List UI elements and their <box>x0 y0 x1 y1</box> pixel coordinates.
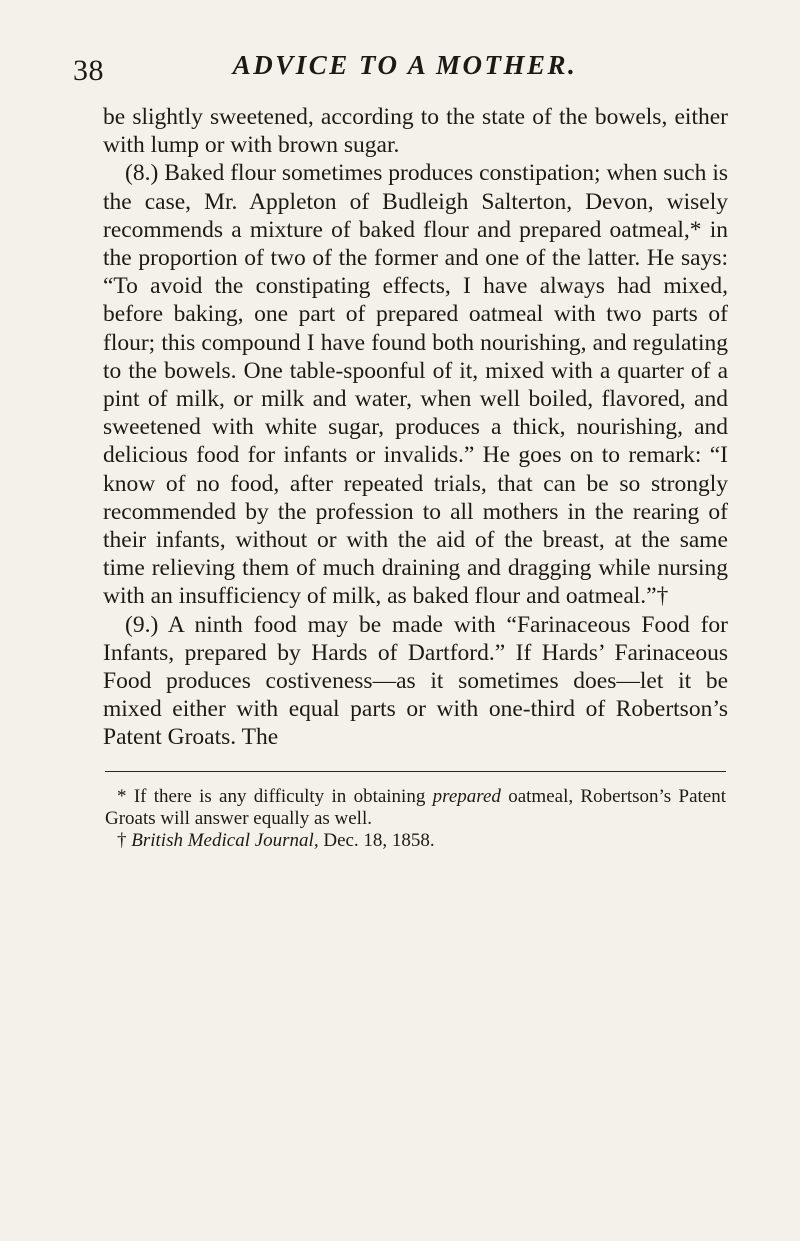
footnote-2-source: British Medical Journal, <box>131 830 319 851</box>
main-text <box>103 103 728 752</box>
footnote-1 <box>105 786 726 830</box>
paragraph-9: (9.) A ninth food may be made with “Farinaceous Food for Infants, prepared by Hards of Dartford.” If Hards’ Farinaceous Food produces costiveness—as it sometimes does—let it be mixed either with equal parts or with one-third of Robertson’s Patent Groats. The <box>103 611 728 751</box>
paragraph-8-part-1: (8.) Baked flour sometimes produces constipation; when such is the case, Mr. Appleton of Budleigh Salterton, Devon, wisely recommends a mixture of baked flour and prepared oatmeal,* <box>103 160 728 243</box>
footnote-2-mark: † <box>117 830 132 851</box>
paragraph-8 <box>103 159 728 610</box>
footnote-1-italic: prepared <box>432 786 501 807</box>
footnote-divider <box>105 771 726 772</box>
footnote-1-end: oatmeal, Robertson’s Patent Groats will answer equally as well. <box>105 786 727 829</box>
page-number: 38 <box>73 54 104 87</box>
paragraph-continuation: be slightly sweetened, according to the state of the bowels, either with lump or with brown sugar. <box>103 104 728 159</box>
footnote-2-date: Dec. 18, 1858. <box>318 830 435 851</box>
footnotes <box>105 786 726 852</box>
footnote-2 <box>105 830 726 852</box>
paragraph-8-part-2: in the proportion of two of the former and one of the latter. He says: “To avoid the constipating effects, I have always had mixed, before baking, one part of prepared oatmeal with two parts of flour; this compound I have found both nourishing, and regulating to the bowels. One table-spoonful of it, mixed with a quarter of a pint of milk, or milk and water, when well boiled, flavored, and sweetened with white sugar, produces a thick, nourishing, and delicious food for infants or invalids.” He goes on to remark: “I know of no food, after repeated trials, that can be so strongly recommended by the profession to all mothers in the rearing of their infants, without or with the aid of the breast, at the same time relieving them of much draining and dragging while nursing with an insufficiency of milk, as baked flour and oatmeal.”† <box>103 216 729 610</box>
running-title: ADVICE TO A MOTHER. <box>232 50 578 80</box>
footnote-1-start: * If there is any difficulty in obtaining <box>117 786 433 807</box>
